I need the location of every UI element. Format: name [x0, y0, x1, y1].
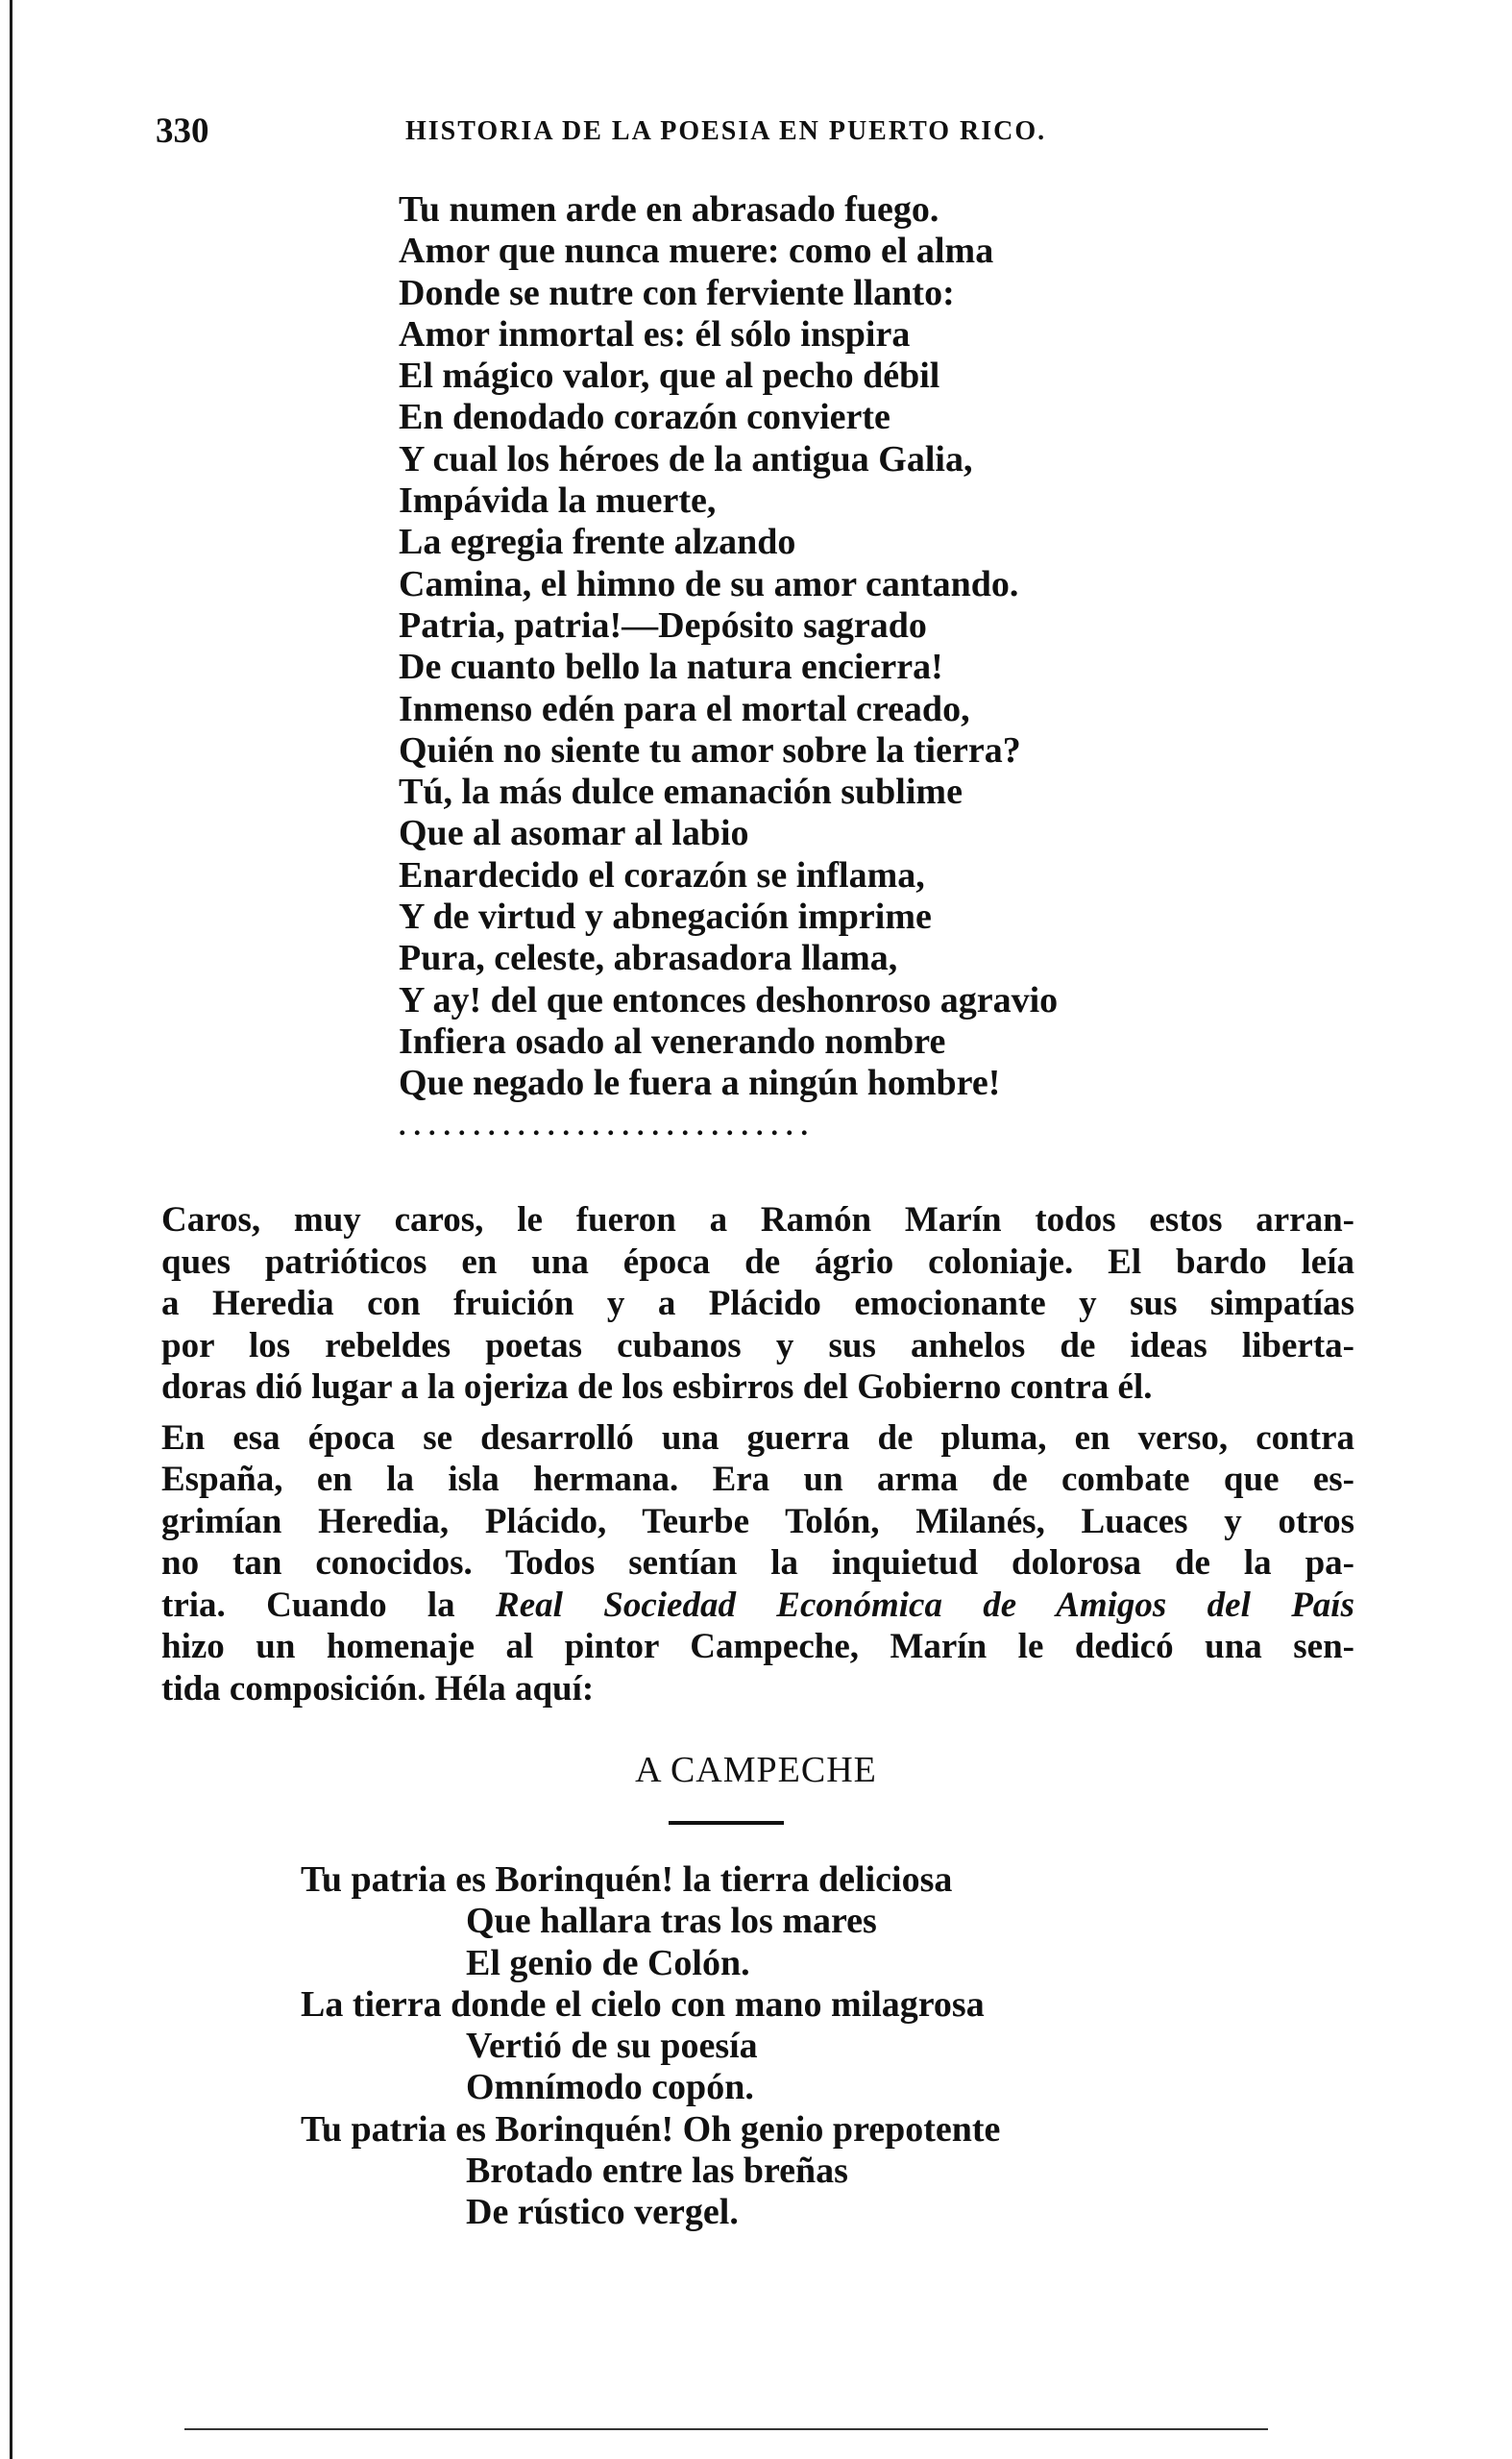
poem-line: Donde se nutre con ferviente llanto:	[399, 272, 955, 313]
page-number: 330	[156, 111, 209, 151]
poem-line: Pura, celeste, abrasadora llama,	[399, 938, 898, 979]
poem-line: La egregia frente alzando	[399, 522, 796, 563]
poem-line: Y cual los héroes de la antigua Galia,	[399, 438, 973, 480]
prose-line: doras dió lugar a la ojeriza de los esbirros del Gobierno contra él.	[161, 1367, 1153, 1407]
poem-a-campeche	[301, 1859, 1261, 2234]
poem-line: De rústico vergel.	[466, 2192, 739, 2233]
page-header	[156, 111, 1116, 159]
bottom-edge-line	[184, 2428, 1268, 2430]
poem-line: Infiera osado al venerando nombre	[399, 1020, 946, 1062]
poem-line: Tu patria es Borinquén! Oh genio prepotente	[301, 2108, 1001, 2150]
prose-line: a Heredia con fruición y a Plácido emocionante y sus simpatías	[161, 1284, 1354, 1323]
poem-line: Camina, el himno de su amor cantando.	[399, 563, 1019, 604]
society-name: Real Sociedad Económica de Amigos del País	[496, 1585, 1354, 1625]
prose-line: por los rebeldes poetas cubanos y sus anhelos de ideas liberta-	[161, 1325, 1354, 1365]
poem-line: Amor que nunca muere: como el alma	[399, 231, 994, 272]
prose-line: grimían Heredia, Plácido, Teurbe Tolón, Milanés, Luaces y otros	[161, 1501, 1354, 1541]
poem-line: Tú, la más dulce emanación sublime	[399, 772, 963, 813]
poem-line: La tierra donde el cielo con mano milagrosa	[301, 1983, 985, 2025]
poem-line: Quién no siente tu amor sobre la tierra?	[399, 729, 1021, 771]
running-title: HISTORIA DE LA POESIA EN PUERTO RICO.	[405, 116, 1047, 146]
prose-line: ques patrióticos en una época de ágrio coloniaje. El bardo leía	[161, 1242, 1354, 1282]
poem-line: Que hallara tras los mares	[466, 1901, 877, 1942]
poem-line: Vertió de su poesía	[466, 2026, 758, 2067]
title-divider	[669, 1821, 784, 1825]
poem-line: Inmenso edén para el mortal creado,	[399, 688, 970, 729]
poem-line: Patria, patria!—Depósito sagrado	[399, 604, 927, 646]
poem-title: A CAMPECHE	[635, 1750, 877, 1790]
poem-line: Enardecido el corazón se inflama,	[399, 854, 925, 896]
poem-line: El mágico valor, que al pecho débil	[399, 356, 940, 397]
prose-line: no tan conocidos. Todos sentían la inquietud dolorosa de la pa-	[161, 1543, 1354, 1583]
poem-line: Y de virtud y abnegación imprime	[399, 897, 932, 938]
prose-line: En esa época se desarrolló una guerra de pluma, en verso, contra	[161, 1417, 1354, 1458]
prose-line: España, en la isla hermana. Era un arma de combate que es-	[161, 1460, 1354, 1499]
poem-line: Omnímodo copón.	[466, 2067, 754, 2108]
poem-line: Impávida la muerte,	[399, 480, 717, 522]
poem-line: Tu patria es Borinquén! la tierra deliciosa	[301, 1859, 953, 1900]
poem-line: De cuanto bello la natura encierra!	[399, 647, 943, 688]
poem-line: Y ay! del que entonces deshonroso agravio	[399, 979, 1059, 1020]
poem-line: En denodado corazón convierte	[399, 397, 890, 438]
poem-line: Tu numen arde en abrasado fuego.	[399, 189, 939, 230]
prose-line	[161, 1585, 1354, 1627]
prose-body	[161, 1199, 1354, 1709]
poem-line: Amor inmortal es: él sólo inspira	[399, 313, 911, 355]
prose-line: tida composición. Héla aquí:	[161, 1668, 595, 1709]
poem-ellipsis: ............................	[399, 1109, 816, 1142]
prose-text: tria. Cuando la	[161, 1585, 497, 1625]
poem-line: El genio de Colón.	[466, 1942, 750, 1983]
prose-line: hizo un homenaje al pintor Campeche, Marín le dedicó una sen-	[161, 1627, 1354, 1666]
poem-line: Que negado le fuera a ningún hombre!	[399, 1063, 1001, 1104]
poem-line: Que al asomar al labio	[399, 813, 749, 854]
page-edge-line	[10, 0, 12, 2459]
prose-line: Caros, muy caros, le fueron a Ramón Marín todos estos arran-	[161, 1200, 1354, 1240]
poem-line: Brotado entre las breñas	[466, 2151, 848, 2192]
paragraph-gap	[161, 1409, 1354, 1417]
poem-excerpt	[399, 189, 1311, 1146]
